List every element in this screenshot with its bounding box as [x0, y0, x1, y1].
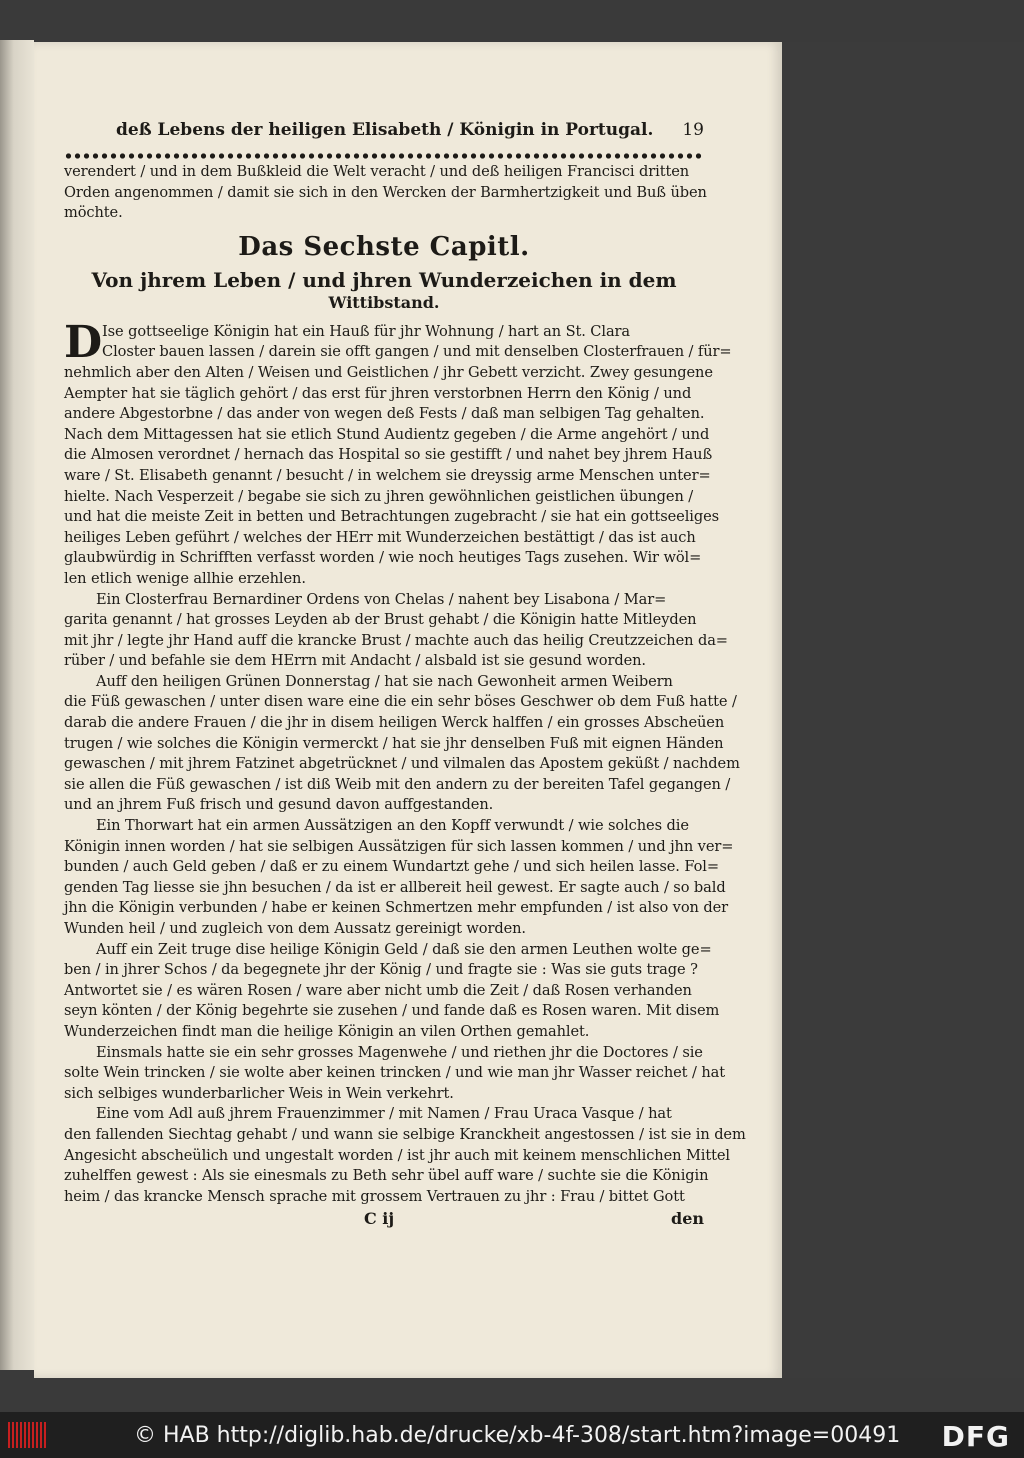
text-line: Angesicht abscheülich und ungestalt worden / ist jhr auch mit keinem menschlichen Mittel [64, 1146, 730, 1164]
drop-capital: D [64, 316, 103, 368]
text-line: und an jhrem Fuß frisch und gesund davon auffgestanden. [64, 796, 494, 814]
text-line: gewaschen / mit jhrem Fatzinet abgetrücknet / und vilmalen das Apostem geküßt / nachdem [64, 755, 740, 773]
barcode-icon [8, 1422, 48, 1448]
text-line: verendert / und in dem Bußkleid die Welt veracht / und deß heiligen Francisci dritten [64, 163, 690, 180]
text-line: seyn könten / der König begehrte sie zusehen / und fande daß es Rosen waren. Mit disem [64, 1002, 720, 1020]
catchword: den [671, 1209, 704, 1229]
intro-text [64, 162, 707, 224]
chapter-subtitle-continued: Wittibstand. [328, 292, 440, 312]
scan-background [782, 42, 1024, 1378]
text-line: len etlich wenige allhie erzehlen. [64, 569, 306, 587]
text-line: Auff ein Zeit truge dise heilige Königin Geld / daß sie den armen Leuthen wolte ge= [96, 940, 712, 958]
paragraph-2 [64, 590, 728, 672]
text-line: Ein Closterfrau Bernardiner Ordens von Chelas / nahent bey Lisabona / Mar= [96, 590, 667, 608]
running-head [64, 120, 704, 142]
text-line: ware / St. Elisabeth genannt / besucht / in welchem sie dreyssig arme Menschen unter= [64, 466, 711, 484]
ornament-border [64, 150, 704, 162]
text-line: Auff den heiligen Grünen Donnerstag / hat sie nach Gewonheit armen Weibern [96, 672, 673, 690]
text-line: den fallenden Siechtag gehabt / und wann sie selbige Kranckheit angestossen / ist sie in dem [64, 1125, 746, 1143]
paragraph-3 [64, 672, 740, 816]
paragraph-6 [64, 1043, 725, 1105]
page-footer [64, 1209, 704, 1228]
text-line: trugen / wie solches die Königin vermerckt / hat sie jhr denselben Fuß mit eignen Händen [64, 734, 724, 752]
text-line: Ise gottseelige Königin hat ein Hauß für jhr Wohnung / hart an St. Clara [102, 322, 631, 340]
text-line: Wunderzeichen findt man die heilige Königin an vilen Orthen gemahlet. [64, 1022, 590, 1040]
book-left-edge [0, 40, 34, 1370]
text-line: Eine vom Adl auß jhrem Frauenzimmer / mit Namen / Frau Uraca Vasque / hat [96, 1105, 672, 1123]
book-page [34, 42, 782, 1378]
copyright-link[interactable]: © HAB http://diglib.hab.de/drucke/xb-4f-308/start.htm?image=00491 [134, 1422, 901, 1448]
text-line: Nach dem Mittagessen hat sie etlich Stund Audientz gegeben / die Arme angehört / und [64, 425, 710, 443]
text-line: genden Tag liesse sie jhn besuchen / da ist er allbereit heil gewest. Er sagte auch / so bald [64, 878, 726, 896]
text-line: hielte. Nach Vesperzeit / begabe sie sich zu jhren gewöhnlichen geistlichen übungen / [64, 487, 694, 505]
text-line: glaubwürdig in Schrifften verfasst worden / wie noch heutiges Tags zusehen. Wir wöl= [64, 549, 702, 567]
text-line: sich selbiges wunderbarlicher Weis in Wein verkehrt. [64, 1084, 454, 1102]
viewer-bar [0, 1412, 1024, 1458]
chapter-subtitle: Von jhrem Leben / und jhren Wunderzeichen in dem [91, 267, 677, 292]
text-line: möchte. [64, 204, 123, 222]
signature-mark: C ij [364, 1209, 395, 1229]
paragraph-1 [64, 316, 732, 590]
page-number: 19 [682, 120, 704, 140]
text-line: nehmlich aber den Alten / Weisen und Geistlichen / jhr Gebett verzicht. Zwey gesungene [64, 363, 713, 381]
text-line: sie allen die Füß gewaschen / ist diß Weib mit den andern zu der bereiten Tafel gegangen / [64, 775, 731, 793]
text-line: zuhelffen gewest : Als sie einesmals zu Beth sehr übel auff ware / suchte sie die Königin [64, 1167, 709, 1185]
running-title: deß Lebens der heiligen Elisabeth / Königin in Portugal. [116, 120, 654, 140]
text-line: Einsmals hatte sie ein sehr grosses Magenwehe / und riethen jhr die Doctores / sie [96, 1043, 703, 1061]
dfg-logo: DFG [941, 1420, 1010, 1453]
text-line: mit jhr / legte jhr Hand auff die krancke Brust / machte auch das heilig Creutzzeichen da= [64, 631, 728, 649]
text-line: garita genannt / hat grosses Leyden ab der Brust gehabt / die Königin hatte Mitleyden [64, 611, 697, 629]
text-line: bunden / auch Geld geben / daß er zu einem Wundartzt gehe / und sich heilen lasse. Fol= [64, 858, 719, 876]
text-line: andere Abgestorbne / das ander von wegen deß Fests / daß man selbigen Tag gehalten. [64, 405, 705, 423]
text-line: darab die andere Frauen / die jhr in disem heiligen Werck halffen / ein grosses Abscheüen [64, 714, 725, 732]
text-line: die Almosen verordnet / hernach das Hospital so sie gestifft / und nahet bey jhrem Hauß [64, 446, 713, 464]
text-line: Closter bauen lassen / darein sie offt gangen / und mit denselben Closterfrauen / für= [102, 343, 732, 361]
text-line: Ein Thorwart hat ein armen Aussätzigen an den Kopff verwundt / wie solches die [96, 817, 689, 835]
page-content [64, 120, 746, 1229]
text-line: Antwortet sie / es wären Rosen / ware aber nicht umb die Zeit / daß Rosen verhanden [64, 981, 692, 999]
text-line: Aempter hat sie täglich gehört / das erst für jhren verstorbnen Herrn den König / und [64, 384, 692, 402]
text-line: Wunden heil / und zugleich von dem Aussatz gereinigt worden. [64, 920, 526, 937]
text-line: heim / das krancke Mensch sprache mit grossem Vertrauen zu jhr : Frau / bittet Gott [64, 1187, 685, 1205]
text-line: jhn die Königin verbunden / habe er keinen Schmertzen mehr empfunden / ist also von der [64, 899, 729, 917]
paragraph-7 [64, 1104, 746, 1207]
text-line: die Füß gewaschen / unter disen ware eine die ein sehr böses Geschwer ob dem Fuß hatte / [64, 693, 737, 711]
text-line: Orden angenommen / damit sie sich in den Wercken der Barmhertzigkeit und Buß üben [64, 183, 707, 201]
paragraph-4 [64, 816, 734, 940]
text-line: ben / in jhrer Schos / da begegnete jhr der König / und fragte sie : Was sie guts trage ? [64, 961, 698, 979]
text-line: und hat die meiste Zeit in betten und Betrachtungen zugebracht / sie hat ein gottseeliges [64, 508, 720, 526]
text-line: rüber / und befahle sie dem HErrn mit Andacht / alsbald ist sie gesund worden. [64, 652, 646, 670]
paragraph-5 [64, 940, 720, 1043]
text-line: solte Wein trincken / sie wolte aber keinen trincken / und wie man jhr Wasser reichet / hat [64, 1064, 725, 1082]
text-line: heiliges Leben geführt / welches der HErr mit Wunderzeichen bestättigt / das ist auch [64, 528, 696, 546]
text-line: Königin innen worden / hat sie selbigen Aussätzigen für sich lassen kommen / und jhn ver= [64, 837, 734, 855]
chapter-title: Das Sechste Capitl. [238, 231, 530, 262]
